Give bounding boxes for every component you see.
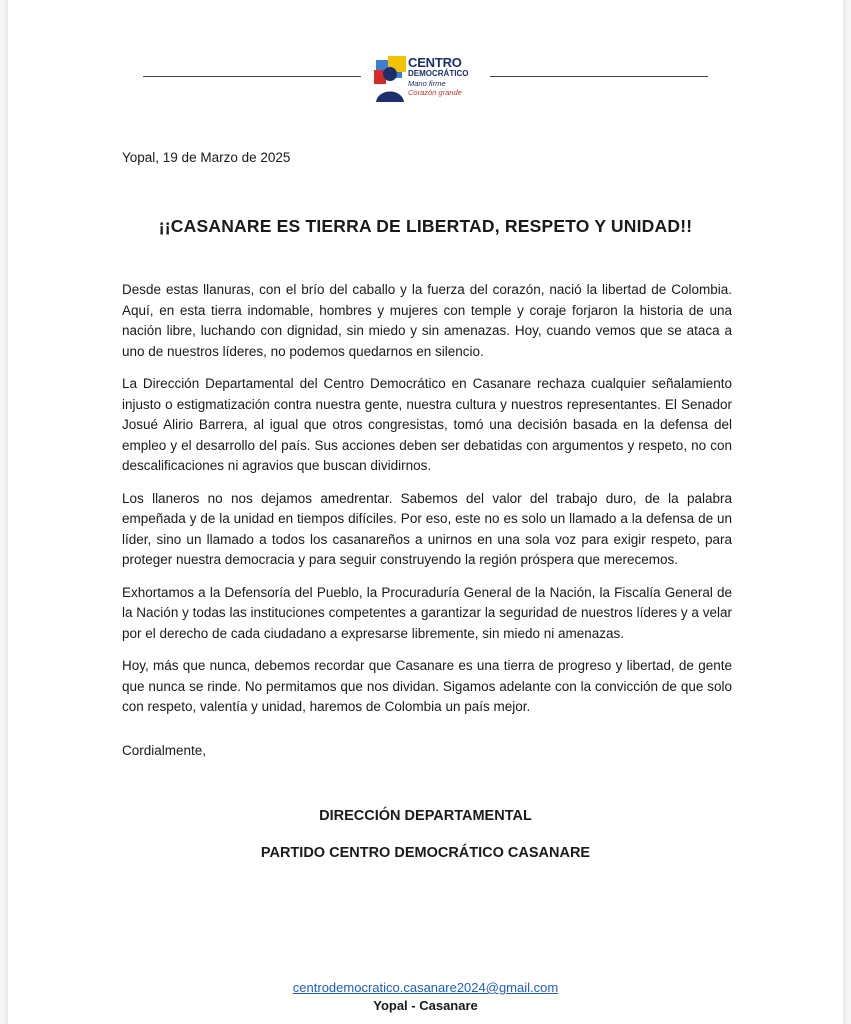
signature-line-2: PARTIDO CENTRO DEMOCRÁTICO CASANARE [260,845,591,861]
signature-line-1: DIRECCIÓN DEPARTAMENTAL [319,808,532,824]
letterhead [8,50,843,110]
logo-slogan-line1: Mano firme [408,79,446,88]
logo-subname: DEMOCRÁTICO [408,69,469,78]
footer-email-link[interactable]: centrodemocratico.casanare2024@gmail.com [292,980,559,995]
logo-name: CENTRO [408,55,462,70]
letter-page [8,0,843,1024]
letter-date: Yopal, 19 de Marzo de 2025 [122,150,291,165]
letter-body [122,280,732,730]
party-logo-icon [370,54,410,104]
paragraph: Hoy, más que nunca, debemos recordar que Casanare es una tierra de progreso y libertad, de gente que nunca se rinde. No permitamos que nos dividan. Sigamos adelante con la convicción de que solo con respeto, valentía y unidad, haremos de Colombia un país mejor. [122,658,732,714]
header-rule-right [490,76,708,77]
letter-title: ¡¡CASANARE ES TIERRA DE LIBERTAD, RESPETO Y UNIDAD!! [158,216,693,236]
paragraph: Desde estas llanuras, con el brío del caballo y la fuerza del corazón, nació la libertad de Colombia. Aquí, en esta tierra indomable, hombres y mujeres con temple y coraje forjaron la historia de una nación libre, luchando con dignidad, sin miedo y sin amenazas. Hoy, cuando vemos que se ataca a uno de nuestros líderes, no podemos quedarnos en silencio. [122,282,732,359]
footer-city: Yopal - Casanare [373,998,478,1013]
paragraph: La Dirección Departamental del Centro Democrático en Casanare rechaza cualquier señalamiento injusto o estigmatización contra nuestra gente, nuestra cultura y nuestros representantes. El Senador Josué Alirio Barrera, al igual que otros congresistas, tomó una decisión basada en la defensa del empleo y el desarrollo del país. Sus acciones deben ser debatidas con argumentos y respeto, no con descalificaciones ni agravios que buscan dividirnos. [122,376,732,473]
logo-slogan-line2: Corazón grande [408,87,462,97]
paragraph: Los llaneros no nos dejamos amedrentar. Sabemos del valor del trabajo duro, de la palabra empeñada y de la unidad en tiempos difíciles. Por eso, este no es solo un llamado a la defensa de un líder, sino un llamado a todos los casanareños a unirnos en una sola voz para exigir respeto, para proteger nuestra democracia y para seguir construyendo la región próspera que merecemos. [122,490,732,567]
paragraph: Exhortamos a la Defensoría del Pueblo, la Procuraduría General de la Nación, la Fiscalía General de la Nación y todas las instituciones competentes a garantizar la seguridad de nuestros líderes y a velar por el derecho de cada ciudadano a expresarse libremente, sin miedo ni amenazas. [122,584,732,641]
party-logo [370,54,488,106]
logo-text [408,56,468,96]
letter-closing: Cordialmente, [122,743,207,758]
header-rule-left [143,76,361,77]
